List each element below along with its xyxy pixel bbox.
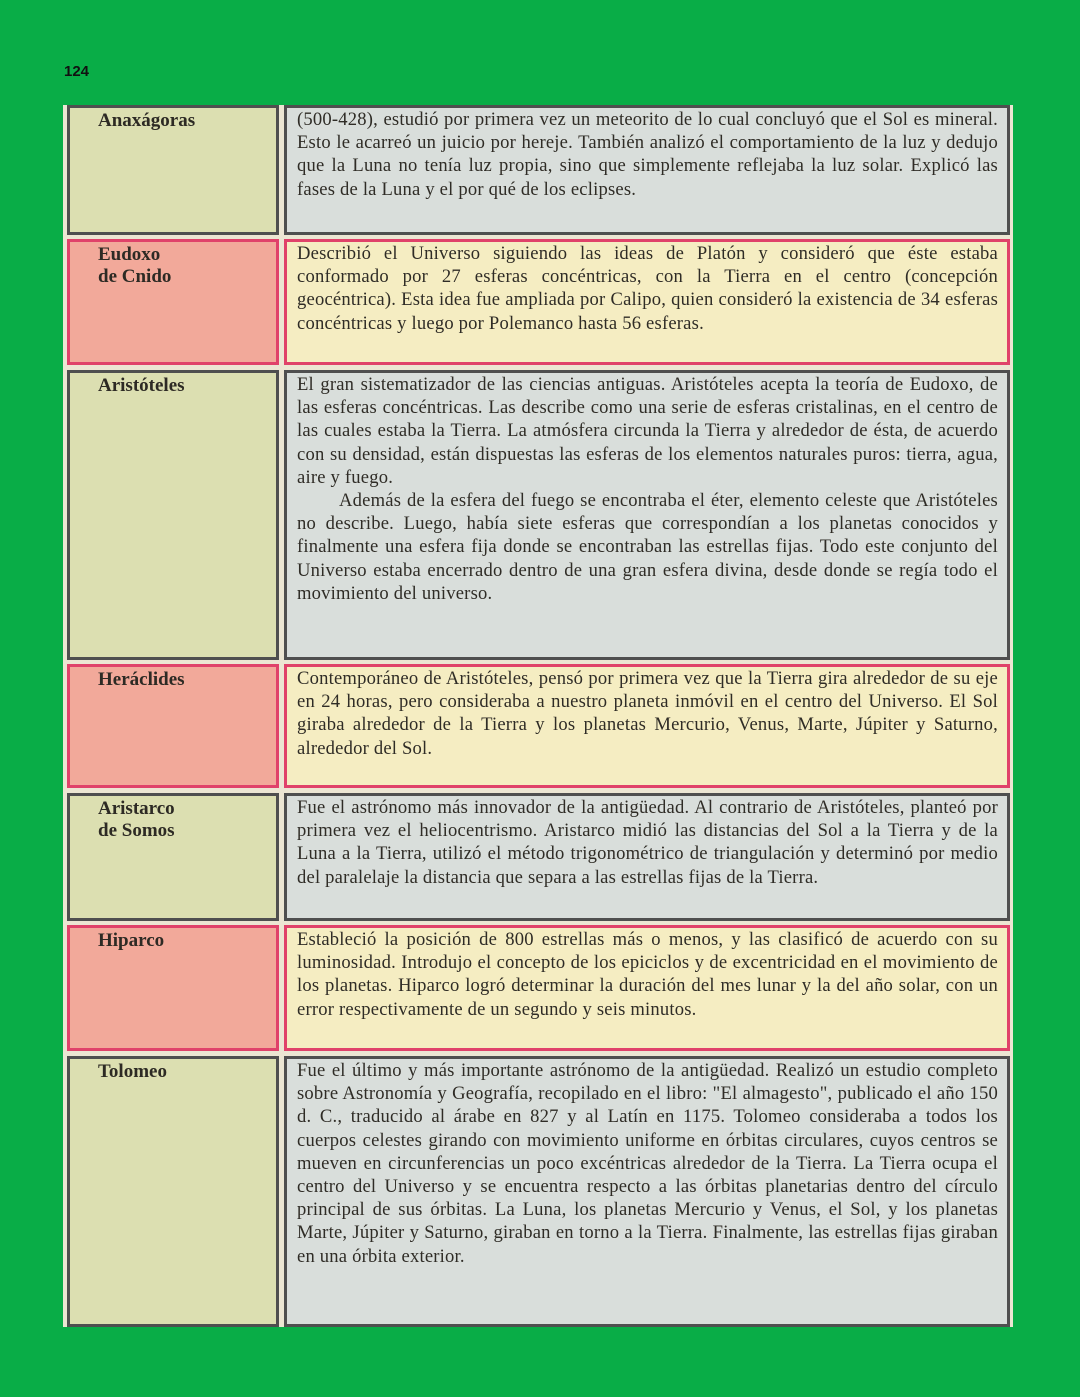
astronomer-name (67, 239, 279, 365)
table-row-anaxagoras (63, 105, 1013, 235)
table-row-eudoxo (63, 239, 1013, 365)
description-paragraph: Describió el Universo siguiendo las ideas de Platón y consideró que éste estaba conformado por 27 esferas concéntricas, con la Tierra en el centro (concepción geocéntrica). Esta idea fue ampliada por Calipo, quien consideró la existencia de 34 esferas concéntricas y luego por Polemanco hasta 56 esferas. (297, 243, 998, 334)
astronomer-name: Hiparco (67, 925, 279, 1051)
name-line: de Somos (98, 820, 175, 841)
astronomer-description (284, 793, 1010, 921)
astronomer-description (284, 370, 1010, 660)
description-paragraph: Además de la esfera del fuego se encontraba el éter, elemento celeste que Aristóteles no describe. Luego, había siete esferas que correspondían a los planetas conocidos y finalmente una esfera fija donde se encontraban las estrellas fijas. Todo este conjunto del Universo estaba encerrado dentro de una gran esfera divina, desde donde se regía todo el movimiento del universo. (297, 490, 998, 604)
name-line: de Cnido (98, 266, 172, 287)
description-paragraph: Fue el astrónomo más innovador de la antigüedad. Al contrario de Aristóteles, planteó por primera vez el heliocentrismo. Aristarco midió las distancias del Sol a la Tierra y de la Luna a la Tierra, utilizó el método trigonométrico de triangulación y determinó por medio del paralelaje la distancia que separa a las estrellas fijas de la Tierra. (297, 797, 998, 888)
description-paragraph: (500-428), estudió por primera vez un meteorito de lo cual concluyó que el Sol es mineral. Esto le acarreó un juicio por hereje. También analizó el comportamiento de la luz y dedujo que la Luna no tenía luz propia, sino que simplemente reflejaba la luz solar. Explicó las fases de la Luna y el por qué de los eclipses. (297, 109, 998, 200)
astronomer-name: Tolomeo (67, 1056, 279, 1327)
description-paragraph: Fue el último y más importante astrónomo de la antigüedad. Realizó un estudio completo sobre Astronomía y Geografía, recopilado en el libro: "El almagesto", publicado el año 150 d. C., traducido al árabe en 827 y al Latín en 1175. Tolomeo consideraba a todos los cuerpos celestes girando con movimiento uniforme en órbitas circulares, cuyos centros se mueven en circunferencias un poco excéntricas alrededor de la Tierra. La Tierra ocupa el centro del Universo y se encuentra respecto a las órbitas planetarias dentro del círculo principal de sus órbitas. La Luna, los planetas Mercurio y Venus, el Sol, y los planetas Marte, Júpiter y Saturno, giraban en torno a la Tierra. Finalmente, las estrellas fijas giraban en una órbita exterior. (297, 1060, 998, 1267)
description-paragraph: Contemporáneo de Aristóteles, pensó por primera vez que la Tierra gira alrededor de su eje en 24 horas, pero consideraba a nuestro planeta inmóvil en el centro del Universo. El Sol giraba alrededor de la Tierra y los planetas Mercurio, Venus, Marte, Júpiter y Saturno, alrededor del Sol. (297, 668, 998, 759)
astronomer-name: Heráclides (67, 664, 279, 788)
description-paragraph: Estableció la posición de 800 estrellas más o menos, y las clasificó de acuerdo con su luminosidad. Introdujo el concepto de los epiciclos y de excentricidad en el movimiento de los planetas. Hiparco logró determinar la duración del mes lunar y la del año solar, con un error respectivamente de un segundo y seis minutos. (297, 929, 998, 1020)
table-row-aristoteles (63, 370, 1013, 660)
astronomer-name (67, 793, 279, 921)
table-row-hiparco (63, 925, 1013, 1051)
name-line: Eudoxo (98, 244, 161, 265)
description-paragraph: El gran sistematizador de las ciencias antiguas. Aristóteles acepta la teoría de Eudoxo, de las esferas concéntricas. Las describe como una serie de esferas cristalinas, en el centro de las cuales estaba la Tierra. La atmósfera circunda la Tierra y alrededor de ésta, de acuerdo con su densidad, están dispuestas las esferas de los elementos naturales puros: tierra, agua, aire y fuego. (297, 374, 998, 488)
astronomer-name: Anaxágoras (67, 105, 279, 235)
astronomer-description (284, 239, 1010, 365)
table-row-tolomeo (63, 1056, 1013, 1327)
astronomer-description (284, 925, 1010, 1051)
table-row-aristarco (63, 793, 1013, 921)
page-number: 124 (64, 63, 90, 80)
astronomer-description (284, 1056, 1010, 1327)
name-line: Aristarco (98, 798, 175, 819)
table-row-heraclides (63, 664, 1013, 788)
astronomer-description (284, 664, 1010, 788)
astronomer-name: Aristóteles (67, 370, 279, 660)
astronomer-description (284, 105, 1010, 235)
astronomers-table (63, 105, 1013, 1327)
